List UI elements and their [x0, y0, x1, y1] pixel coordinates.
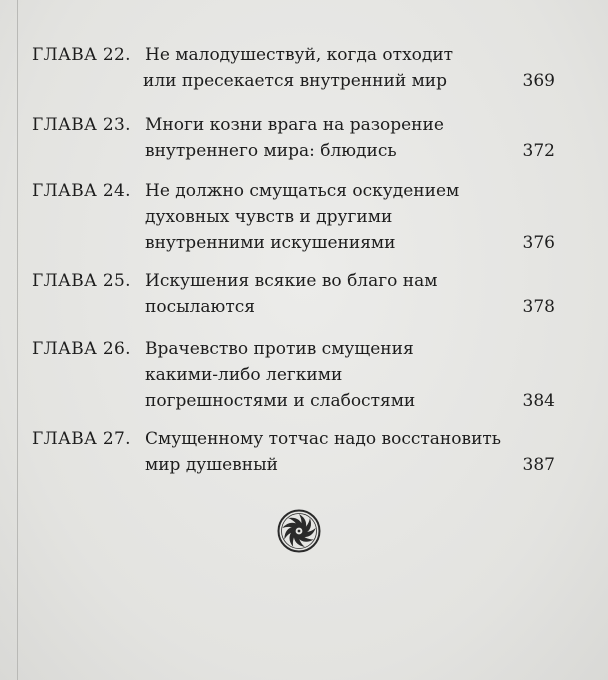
page-number: 376: [522, 233, 555, 253]
toc-line: [32, 268, 555, 294]
toc-line: [32, 426, 555, 452]
page-number: 387: [522, 455, 555, 475]
chapter-label: ГЛАВА 25.: [32, 271, 131, 291]
toc-line: [32, 336, 555, 362]
toc-entry-24: [32, 178, 555, 256]
chapter-label: ГЛАВА 24.: [32, 181, 131, 201]
chapter-title-line: внутренними искушениями: [145, 233, 396, 253]
toc-line: [32, 42, 555, 68]
toc-line: [32, 230, 555, 256]
chapter-title-line: Многи козни врага на разорение: [145, 115, 444, 135]
chapter-title-line: какими-либо легкими: [145, 365, 343, 385]
rosette-ornament-icon: [276, 508, 322, 554]
toc-line: [32, 388, 555, 414]
toc-line: [32, 204, 555, 230]
toc-line: [32, 452, 555, 478]
page-number: 378: [522, 297, 555, 317]
chapter-title-line: духовных чувств и другими: [145, 207, 393, 227]
chapter-title-line: мир душевный: [145, 455, 278, 475]
toc-entry-22: [32, 42, 555, 94]
toc-entry-23: [32, 112, 555, 164]
page-number: 384: [522, 391, 555, 411]
chapter-label: ГЛАВА 26.: [32, 339, 131, 359]
chapter-title-line: Врачевство против смущения: [145, 339, 414, 359]
toc-entry-26: [32, 336, 555, 414]
page-number: 369: [522, 71, 555, 91]
toc-line: [32, 362, 555, 388]
chapter-title-line: Искушения всякие во благо нам: [145, 271, 438, 291]
toc-line: [32, 178, 555, 204]
chapter-title-line: Смущенному тотчас надо восстановить: [145, 429, 502, 449]
toc-line: [32, 294, 555, 320]
chapter-label: ГЛАВА 23.: [32, 115, 131, 135]
toc-entry-27: [32, 426, 555, 478]
page-number: 372: [522, 141, 555, 161]
chapter-title-line: погрешностями и слабостями: [145, 391, 416, 411]
toc-line: [32, 138, 555, 164]
chapter-label: ГЛАВА 27.: [32, 429, 131, 449]
toc-line: [32, 68, 555, 94]
chapter-title-line: или пресекается внутренний мир: [143, 71, 448, 91]
chapter-label: ГЛАВА 22.: [32, 45, 131, 65]
toc-line: [32, 112, 555, 138]
chapter-title-line: внутреннего мира: блюдись: [145, 141, 397, 161]
toc-entry-25: [32, 268, 555, 320]
chapter-title-line: посылаются: [145, 297, 256, 317]
chapter-title-line: Не малодушествуй, когда отходит: [145, 45, 454, 65]
chapter-title-line: Не должно смущаться оскудением: [145, 181, 460, 201]
